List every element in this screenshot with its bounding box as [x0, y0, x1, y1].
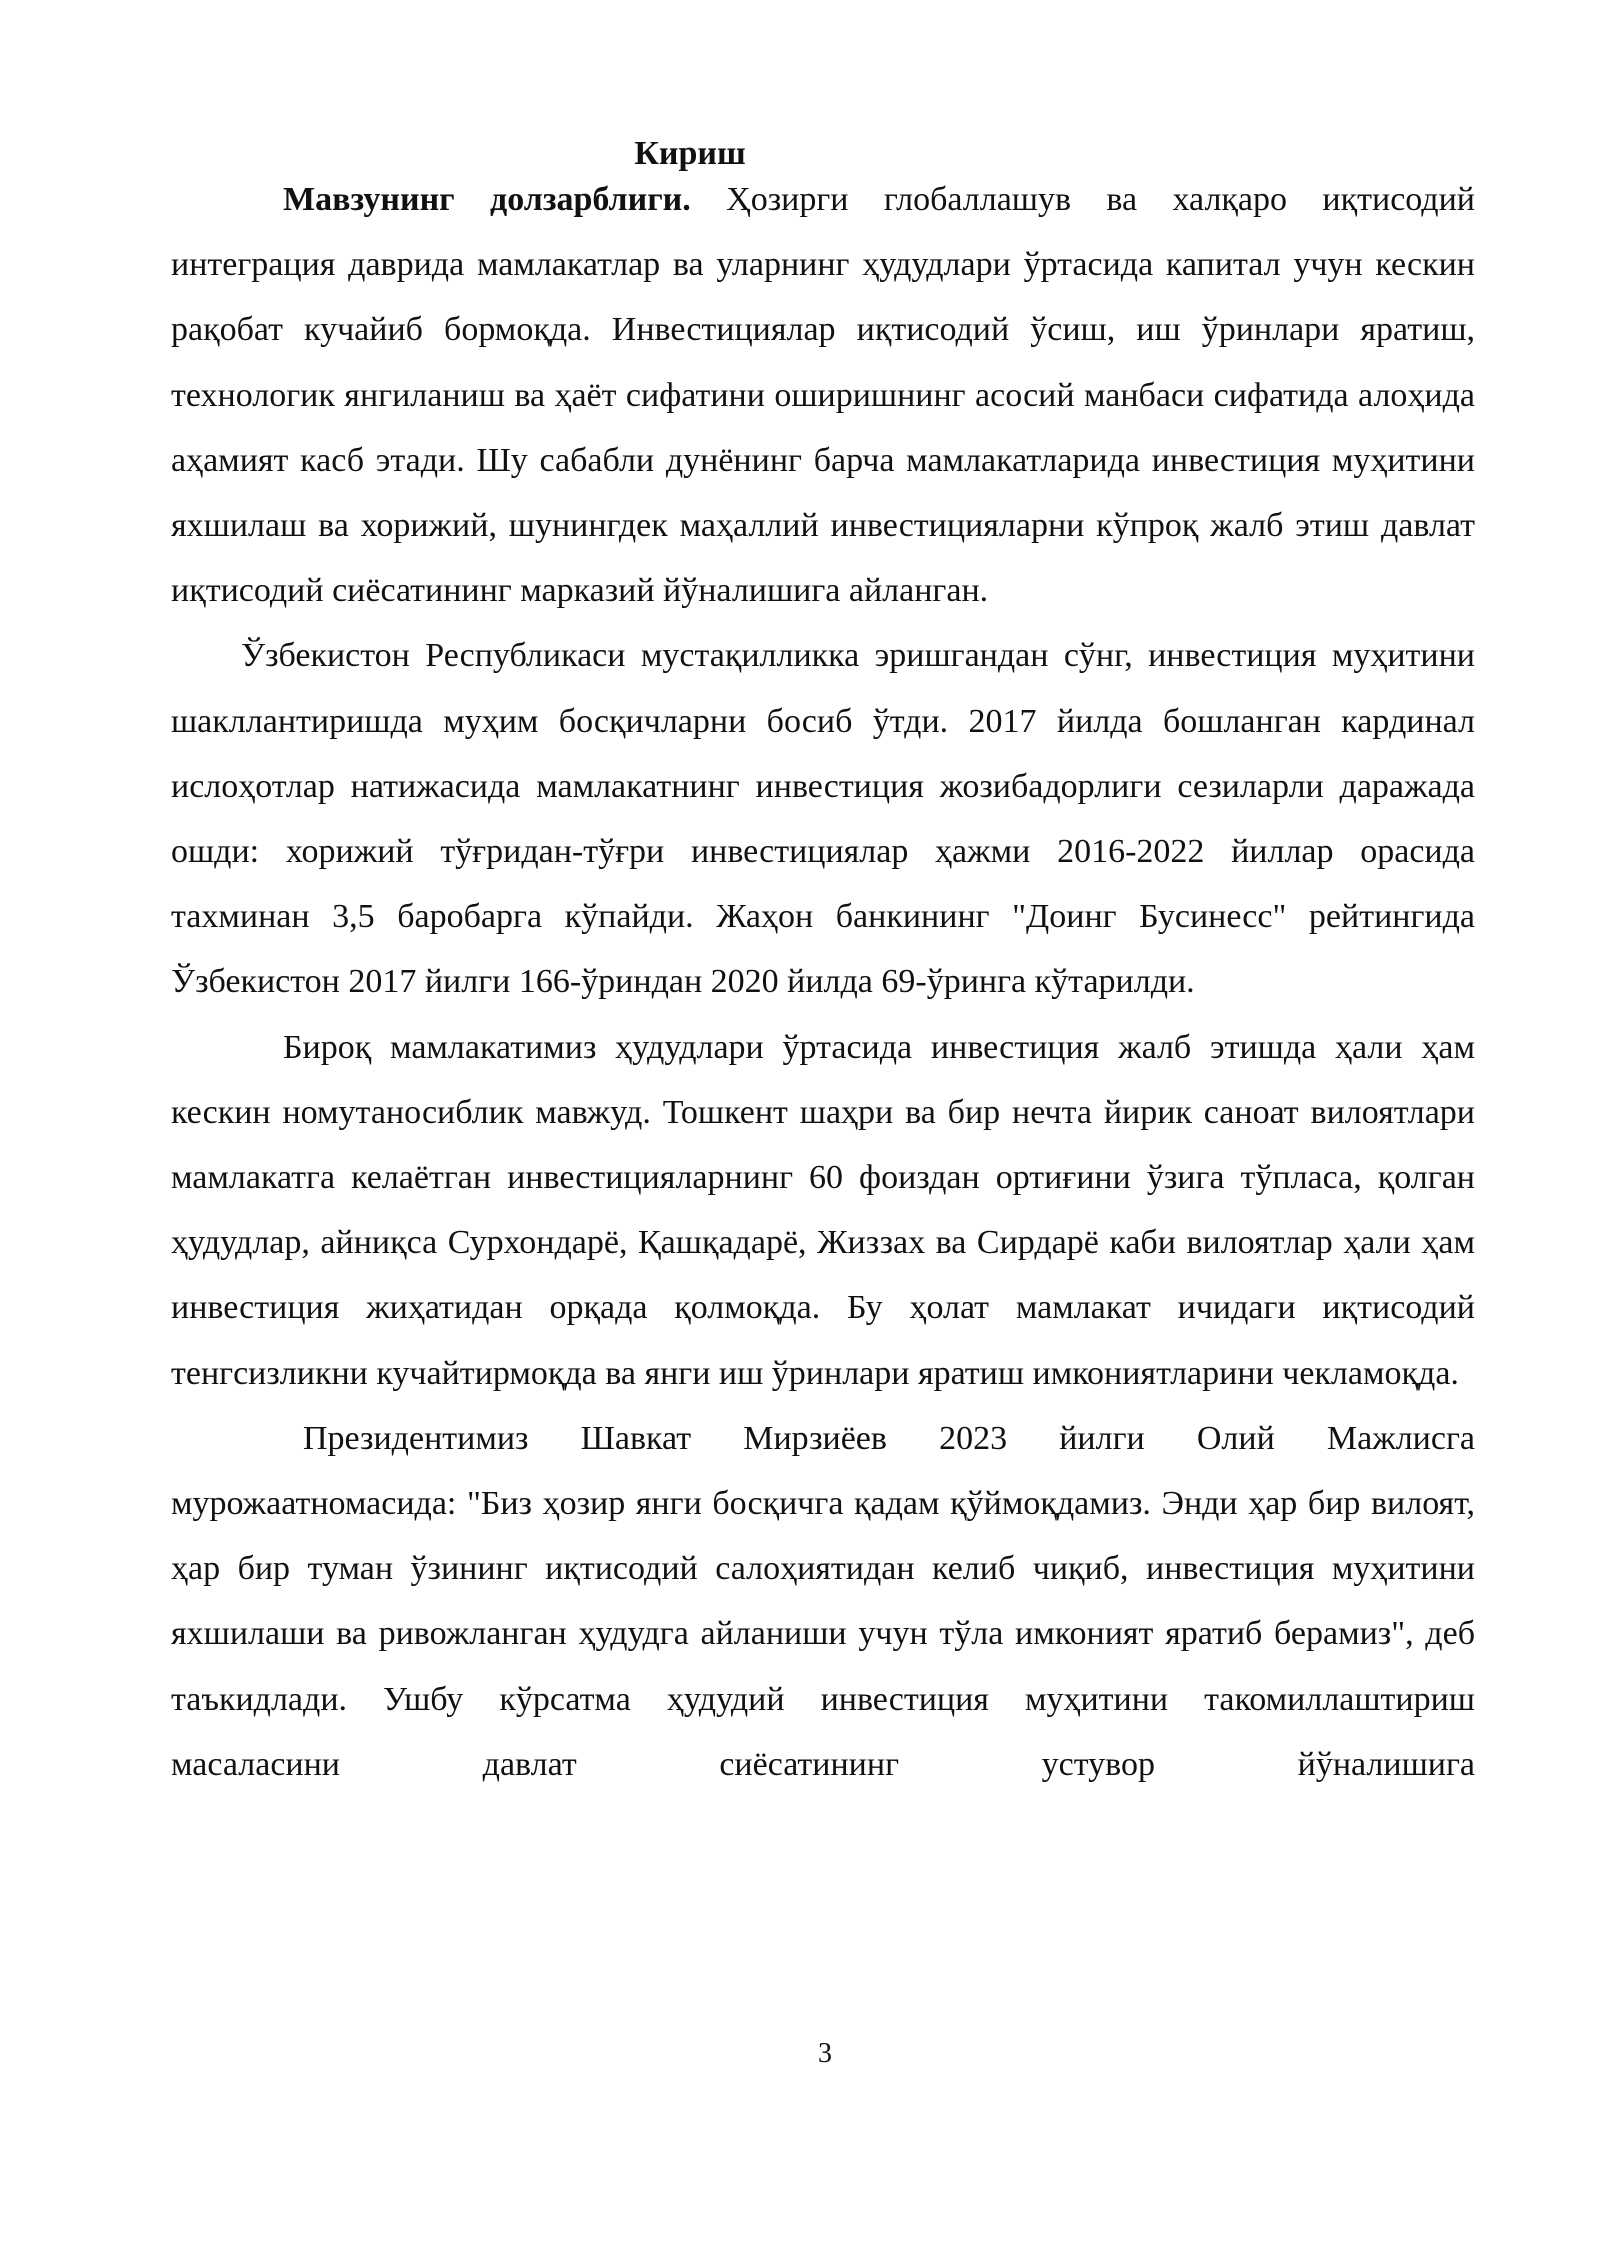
page-number: 3: [818, 2038, 832, 2069]
paragraph-regional-imbalance: Бироқ мамлакатимиз ҳудудлари ўртасида инвестиция жалб этишда ҳали ҳам кескин номутаносиблик мавжуд. Тошкент шаҳри ва бир нечта йирик саноат вилоятлари мамлакатга келаётган инвестицияларнинг 60 фоиздан ортиғини ўзига тўпласа, қолган ҳудудлар, айниқса Сурхондарё, Қашқадарё, Жиззах ва Сирдарё каби вилоятлар ҳали ҳам инвестиция жиҳатидан орқада қолмоқда. Бу ҳолат мамлакат ичидаги иқтисодий тенгсизликни кучайтирмоқда ва янги иш ўринлари яратиш имкониятларини чекламоқда.: [171, 1028, 1475, 1392]
section-heading: Кириш: [634, 135, 746, 172]
paragraph-text: Ҳозирги глобаллашув ва халқаро иқтисодий интеграция даврида мамлакатлар ва уларнинг ҳудудлари ўртасида капитал учун кескин рақобат кучайиб бормоқда. Инвестициялар иқтисодий ўсиш, иш ўринлари яратиш, технологик янгиланиш ва ҳаёт сифатини оширишнинг асосий манбаси сифатида алоҳида аҳамият касб этади. Шу сабабли дунёнинг барча мамлакатларида инвестиция муҳитини яхшилаш ва хорижий, шунингдек маҳаллий инвестицияларни кўпроқ жалб этиш давлат иқтисодий сиёсатининг марказий йўналишига айланган.: [171, 181, 1475, 610]
paragraph-lead: Мавзунинг долзарблиги.: [283, 181, 691, 218]
body-text: [171, 167, 1475, 1797]
paragraph-relevance: [171, 167, 1475, 623]
paragraph-uzbekistan-reforms: Ўзбекистон Республикаси мустақилликка эришгандан сўнг, инвестиция муҳитини шакллантиришда муҳим босқичларни босиб ўтди. 2017 йилда бошланган кардинал ислоҳотлар натижасида мамлакатнинг инвестиция жозибадорлиги сезиларли даражада ошди: хорижий тўғридан-тўғри инвестициялар ҳажми 2016-2022 йиллар орасида тахминан 3,5 баробарга кўпайди. Жаҳон банкининг "Доинг Бусинесс" рейтингида Ўзбекистон 2017 йилги 166-ўриндан 2020 йилда 69-ўринга кўтарилди.: [171, 637, 1475, 1001]
paragraph-president-address: Президентимиз Шавкат Мирзиёев 2023 йилги Олий Мажлисга мурожаатномасида: "Биз ҳозир янги босқичга қадам қўймоқдамиз. Энди ҳар бир вилоят, ҳар бир туман ўзининг иқтисодий салоҳиятидан келиб чиқиб, инвестиция муҳитини яхшилаши ва ривожланган ҳудудга айланиши учун тўла имконият яратиб берамиз", деб таъкидлади. Ушбу кўрсатма ҳудудий инвестиция муҳитини такомиллаштириш масаласини давлат сиёсатининг устувор йўналишига: [171, 1419, 1475, 1783]
